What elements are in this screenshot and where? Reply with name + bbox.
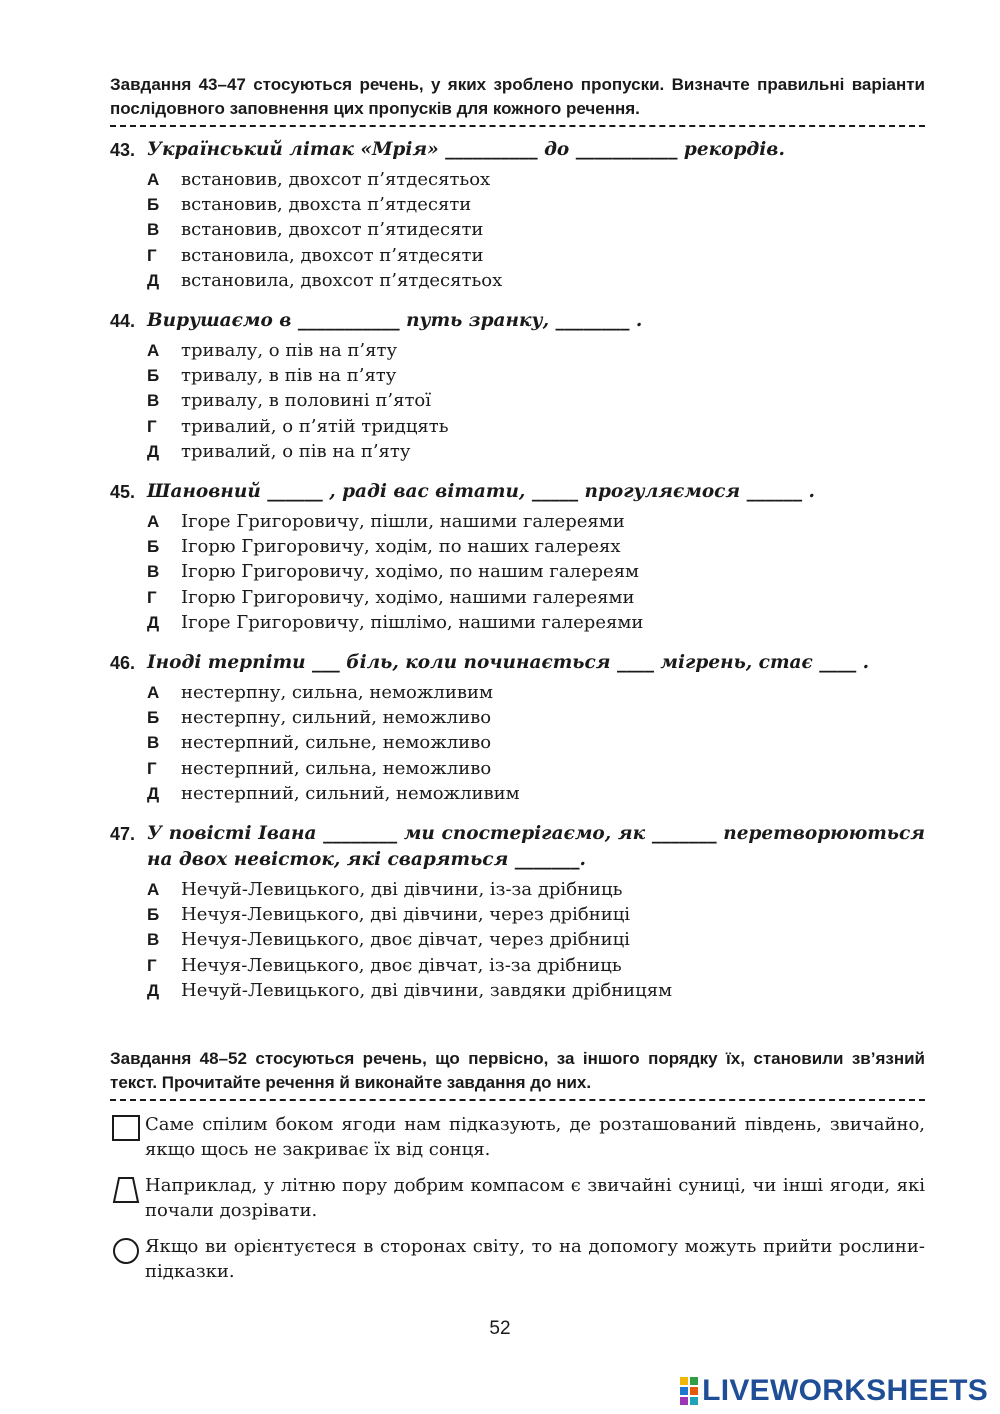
section1 bbox=[110, 73, 925, 1003]
option-h[interactable] bbox=[147, 414, 925, 439]
option-letter: Б bbox=[147, 537, 160, 557]
option-letter: А bbox=[147, 683, 160, 703]
option-text: нестерпну, сильна, неможливим bbox=[181, 682, 493, 704]
option-d[interactable] bbox=[147, 268, 925, 293]
option-a[interactable] bbox=[147, 509, 925, 534]
option-a[interactable] bbox=[147, 680, 925, 705]
task-46 bbox=[110, 650, 925, 806]
task-47 bbox=[110, 821, 925, 1003]
option-letter: Б bbox=[147, 195, 160, 215]
option-text: тривалу, в пів на п’яту bbox=[181, 365, 397, 387]
option-letter: Г bbox=[147, 587, 157, 607]
question-number: 43. bbox=[110, 140, 136, 160]
option-letter: А bbox=[147, 880, 160, 900]
option-letter: В bbox=[147, 220, 160, 240]
option-letter: Д bbox=[147, 980, 160, 1000]
question-number: 46. bbox=[110, 653, 136, 674]
option-b[interactable] bbox=[147, 192, 925, 217]
option-text: встановила, двохсот п’ятдесяти bbox=[181, 244, 484, 266]
option-text: тривалу, о пів на п’яту bbox=[181, 340, 398, 362]
option-text: Нечуя-Левицького, дві дівчини, через дрібниці bbox=[181, 904, 631, 926]
task-43 bbox=[110, 137, 925, 293]
option-letter: В bbox=[147, 391, 160, 411]
option-v[interactable] bbox=[147, 559, 925, 584]
option-text: Нечуй-Левицького, дві дівчини, завдяки дрібницям bbox=[181, 979, 673, 1001]
option-d[interactable] bbox=[147, 439, 925, 464]
option-h[interactable] bbox=[147, 953, 925, 978]
option-text: Ігорю Григоровичу, ходімо, по нашим галереям bbox=[181, 561, 640, 583]
option-text: Нечуй-Левицького, дві дівчини, із-за дрібниць bbox=[181, 879, 623, 901]
option-text: тривалу, в половині п’ятої bbox=[181, 390, 432, 412]
option-letter: Д bbox=[147, 612, 160, 632]
logo-text: LIVEWORKSHEETS bbox=[702, 1374, 988, 1407]
logo-square bbox=[690, 1397, 698, 1405]
option-letter: Б bbox=[147, 905, 160, 925]
logo-square bbox=[690, 1387, 698, 1395]
option-h[interactable] bbox=[147, 756, 925, 781]
option-letter: Д bbox=[147, 783, 160, 803]
options bbox=[147, 338, 925, 464]
option-letter: Г bbox=[147, 758, 157, 778]
question-text: Іноді терпіти ___ біль, коли починається ____ мігрень, стає ____ . bbox=[147, 652, 870, 674]
option-v[interactable] bbox=[147, 730, 925, 755]
trapezoid-icon[interactable] bbox=[110, 1173, 145, 1223]
options bbox=[147, 509, 925, 635]
page-number: 52 bbox=[489, 1318, 511, 1339]
question-text: Шановний ______ , раді вас вітати, _____ прогуляємося ______ . bbox=[147, 481, 815, 503]
option-letter: А bbox=[147, 341, 160, 361]
sentence-text: Наприклад, у літню пору добрим компасом є звичайні суниці, чи інші ягоди, які почали дозрівати. bbox=[145, 1175, 925, 1222]
question-number: 45. bbox=[110, 482, 136, 503]
option-v[interactable] bbox=[147, 927, 925, 952]
worksheet-page bbox=[110, 0, 925, 1284]
option-d[interactable] bbox=[147, 610, 925, 635]
option-text: Нечуя-Левицького, двоє дівчат, через дрібниці bbox=[181, 929, 630, 951]
question-text: Вирушаємо в ___________ путь зранку, ________ . bbox=[147, 310, 643, 332]
option-text: встановив, двохсот п’ятдесятьох bbox=[181, 169, 491, 190]
section2 bbox=[110, 1047, 925, 1284]
option-letter: Г bbox=[147, 245, 157, 265]
sentence-square bbox=[110, 1112, 925, 1162]
option-letter: А bbox=[147, 170, 160, 189]
question-number: 44. bbox=[110, 311, 136, 332]
option-h[interactable] bbox=[147, 243, 925, 268]
option-letter: Д bbox=[147, 441, 160, 461]
question bbox=[110, 137, 925, 163]
option-a[interactable] bbox=[147, 167, 925, 192]
options bbox=[147, 877, 925, 1003]
dashed-divider bbox=[110, 1099, 925, 1101]
option-v[interactable] bbox=[147, 388, 925, 413]
sentence-trapezoid bbox=[110, 1173, 925, 1223]
sentence-circle bbox=[110, 1234, 925, 1284]
option-letter: В bbox=[147, 733, 160, 753]
option-b[interactable] bbox=[147, 705, 925, 730]
option-text: встановив, двохста п’ятдесяти bbox=[181, 194, 472, 216]
task-44 bbox=[110, 308, 925, 464]
option-d[interactable] bbox=[147, 781, 925, 806]
question-number: 47. bbox=[110, 824, 136, 845]
option-text: нестерпний, сильна, неможливо bbox=[181, 757, 492, 779]
option-letter: Г bbox=[147, 416, 157, 436]
question-text: Український літак «Мрія» __________ до ___________ рекордів. bbox=[147, 139, 785, 160]
option-b[interactable] bbox=[147, 363, 925, 388]
option-text: встановила, двохсот п’ятдесятьох bbox=[181, 269, 503, 291]
option-a[interactable] bbox=[147, 338, 925, 363]
question bbox=[110, 308, 925, 334]
option-letter: В bbox=[147, 562, 160, 582]
option-text: встановив, двохсот п’ятидесяти bbox=[181, 219, 484, 241]
options bbox=[147, 680, 925, 806]
dashed-divider bbox=[110, 125, 925, 127]
option-text: нестерпну, сильний, неможливо bbox=[181, 707, 492, 729]
question-text: У повісті Івана ________ ми спостерігаємо, як _______ перетворюються на двох невісток, які сваряться _______. bbox=[147, 823, 925, 871]
option-b[interactable] bbox=[147, 534, 925, 559]
square-icon[interactable] bbox=[110, 1112, 145, 1162]
question bbox=[110, 821, 925, 873]
option-text: Ігоре Григоровичу, пішли, нашими галереями bbox=[181, 511, 625, 533]
liveworksheets-logo[interactable] bbox=[680, 1374, 988, 1408]
option-text: нестерпний, сильне, неможливо bbox=[181, 732, 492, 754]
question bbox=[110, 650, 925, 676]
option-letter: Д bbox=[147, 270, 160, 290]
option-text: тривалий, о п’ятій тридцять bbox=[181, 415, 449, 437]
option-letter: Г bbox=[147, 955, 157, 975]
option-letter: Б bbox=[147, 708, 160, 728]
option-text: Ігоре Григоровичу, пішлімо, нашими галереями bbox=[181, 611, 644, 633]
logo-square bbox=[680, 1397, 688, 1405]
option-text: Нечуя-Левицького, двоє дівчат, із-за дрібниць bbox=[181, 954, 622, 976]
option-text: тривалий, о пів на п’яту bbox=[181, 440, 411, 462]
option-v[interactable] bbox=[147, 217, 925, 242]
option-text: Ігорю Григоровичу, ходім, по наших галереях bbox=[181, 536, 621, 558]
logo-square bbox=[680, 1387, 688, 1395]
option-h[interactable] bbox=[147, 585, 925, 610]
sentence-text: Якщо ви орієнтуєтеся в сторонах світу, то на допомогу можуть прийти рослини-підказки. bbox=[145, 1236, 925, 1283]
option-a[interactable] bbox=[147, 877, 925, 902]
option-d[interactable] bbox=[147, 978, 925, 1003]
option-letter: Б bbox=[147, 366, 160, 386]
option-text: Ігорю Григоровичу, ходімо, нашими галереями bbox=[181, 586, 635, 608]
sentence-text: Саме спілим боком ягоди нам підказують, де розташований південь, звичайно, якщо щось не закриває їх від сонця. bbox=[145, 1114, 925, 1161]
options bbox=[147, 167, 925, 293]
section2-instruction: Завдання 48–52 стосуються речень, що первісно, за іншого порядку їх, становили зв’язний текст. Прочитайте речення й виконайте завдання до них. bbox=[110, 1049, 925, 1093]
task-45 bbox=[110, 479, 925, 635]
option-letter: В bbox=[147, 930, 160, 950]
logo-square bbox=[680, 1377, 688, 1385]
logo-square bbox=[690, 1377, 698, 1385]
question bbox=[110, 479, 925, 505]
option-letter: А bbox=[147, 512, 160, 532]
circle-icon[interactable] bbox=[110, 1234, 145, 1284]
option-b[interactable] bbox=[147, 902, 925, 927]
option-text: нестерпний, сильний, неможливим bbox=[181, 782, 520, 804]
logo-icon bbox=[680, 1377, 698, 1405]
section1-instruction: Завдання 43–47 стосуються речень, у яких зроблено пропуски. Визначте правильні варіанти послідовного заповнення цих пропусків для кожного речення. bbox=[110, 75, 925, 118]
